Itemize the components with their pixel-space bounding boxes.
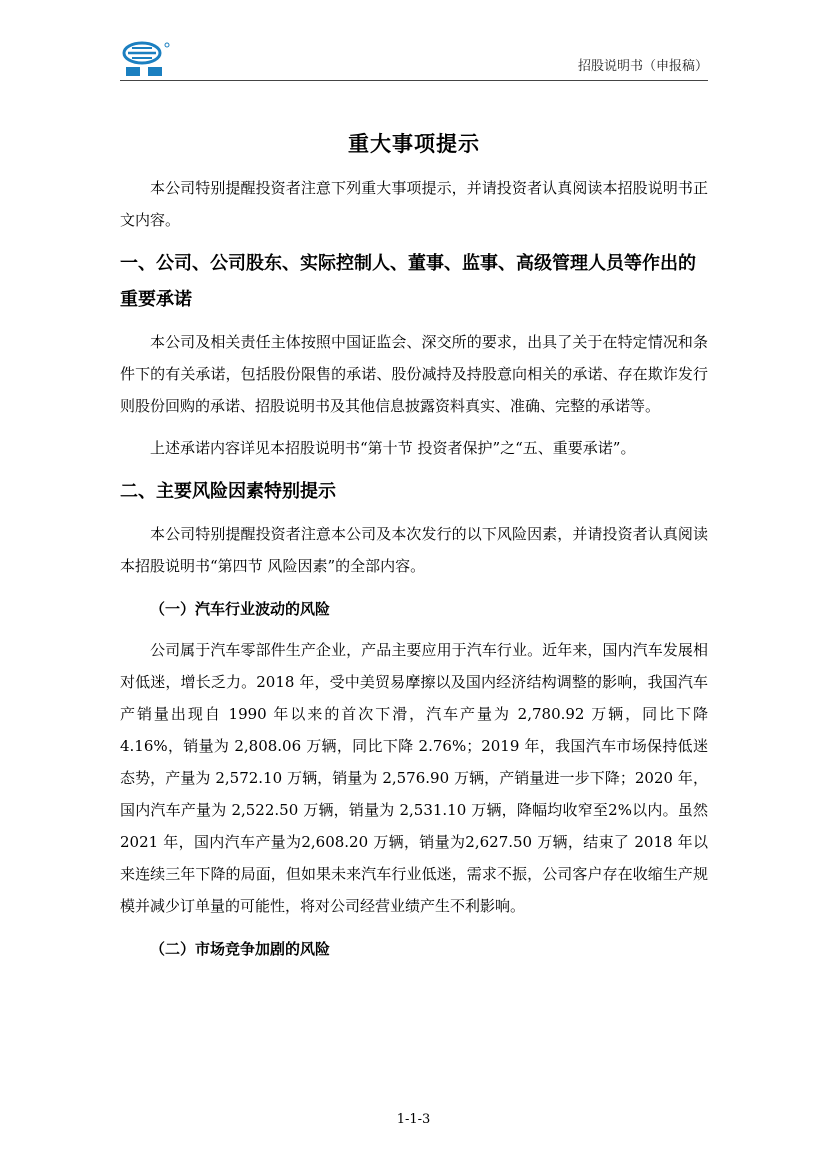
page-header [120, 36, 708, 81]
subsection-1-paragraph: 公司属于汽车零部件生产企业，产品主要应用于汽车行业。近年来，国内汽车发展相对低迷，增长乏力。2018 年，受中美贸易摩擦以及国内经济结构调整的影响，我国汽车产销量出现自 1990 年以来的首次下滑，汽车产量为 2,780.92 万辆，同比下降 4.16%，销量为 2,808.06 万辆，同比下降 2.76%；2019 年，我国汽车市场保持低迷态势，产量为 2,572.10 万辆，销量为 2,576.90 万辆，产销量进一步下降；2020 年，国内汽车产量为 2,522.50 万辆，销量为 2,531.10 万辆，降幅均收窄至2%以内。虽然2021 年，国内汽车产量为2,608.20 万辆，销量为2,627.50 万辆，结束了 2018 年以来连续三年下降的局面，但如果未来汽车行业低迷，需求不振，公司客户存在收缩生产规模并减少订单量的可能性，将对公司经营业绩产生不利影响。 [120, 641, 708, 915]
main-content [120, 128, 708, 974]
page-title: 重大事项提示 [348, 132, 480, 156]
document-type-label: 招股说明书（申报稿） [577, 59, 708, 74]
page-number: 1-1-3 [396, 1112, 431, 1127]
section-2-paragraph-1: 本公司特别提醒投资者注意本公司及本次发行的以下风险因素，并请投资者认真阅读本招股说明书“第四节 风险因素”的全部内容。 [120, 525, 708, 575]
section-2-heading: 二、主要风险因素特别提示 [120, 481, 336, 502]
subsection-1-heading: （一）汽车行业波动的风险 [150, 600, 331, 618]
section-1-paragraph-1: 本公司及相关责任主体按照中国证监会、深交所的要求，出具了关于在特定情况和条件下的有关承诺，包括股份限售的承诺、股份减持及持股意向相关的承诺、存在欺诈发行则股份回购的承诺、招股说明书及其他信息披露资料真实、准确、完整的承诺等。 [120, 333, 708, 415]
section-1-paragraph-2: 上述承诺内容详见本招股说明书“第十节 投资者保护”之“五、重要承诺”。 [150, 439, 636, 457]
intro-paragraph: 本公司特别提醒投资者注意下列重大事项提示，并请投资者认真阅读本招股说明书正文内容。 [120, 179, 708, 229]
subsection-2-heading: （二）市场竞争加剧的风险 [150, 940, 331, 958]
section-1-heading: 一、公司、公司股东、实际控制人、董事、监事、高级管理人员等作出的重要承诺 [120, 253, 696, 310]
company-logo [120, 40, 176, 78]
